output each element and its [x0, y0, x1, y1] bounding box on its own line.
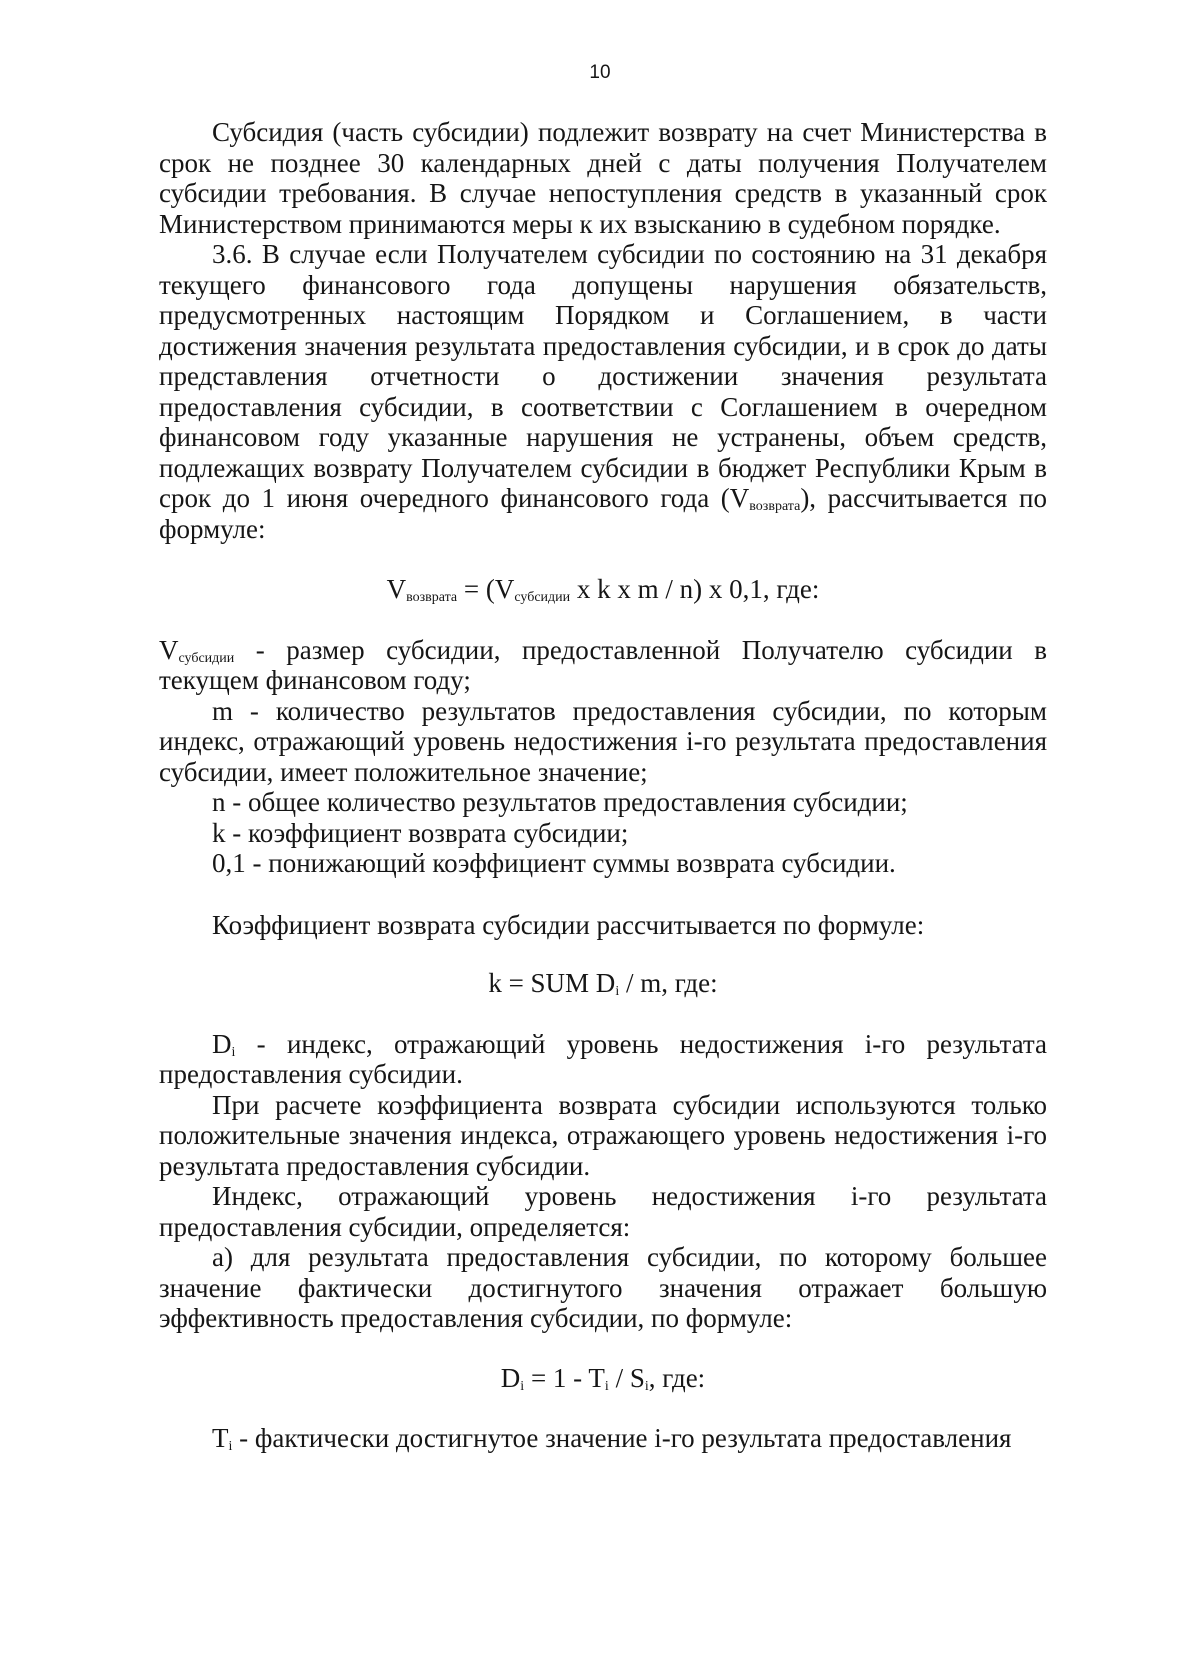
- document-body: [159, 117, 1047, 1454]
- definition-k: k - коэффициент возврата субсидии;: [212, 817, 629, 848]
- formula-refund-volume: $V_{возврата} = (V_{субсидии}$ x k x m / n) x 0,1, где:: [386, 574, 820, 605]
- definition-di: $D_i$ - индекс, отражающий уровень недостижения i-го результата предоставления субсидии.: [159, 1028, 1047, 1089]
- paragraph-refund-term: Субсидия (часть субсидии) подлежит возврату на счет Министерства в срок не позднее 30 календарных дней с даты получения Получателем субсидии требования. В случае непоступления средств в указанный срок Министерством принимаются меры к их взысканию в судебном порядке.: [159, 117, 1047, 239]
- page-number: 10: [589, 62, 611, 83]
- paragraph-k-intro: Коэффициент возврата субсидии рассчитывается по формуле:: [212, 909, 925, 940]
- paragraph-positive-values: При расчете коэффициента возврата субсидии используются только положительные значения индекса, отражающего уровень недостижения i-го результата предоставления субсидии.: [159, 1089, 1047, 1181]
- definition-v-subsidy: $V_{субсидии}$ - размер субсидии, предоставленной Получателю субсидии в текущем финансовом году;: [159, 634, 1047, 695]
- definition-m: m - количество результатов предоставления субсидии, по которым индекс, отражающий уровень недостижения i-го результата предоставления субсидии, имеет положительное значение;: [159, 695, 1047, 787]
- definition-ti: $T_i$ - фактически достигнутое значение i-го результата предоставления: [212, 1423, 1012, 1454]
- definition-n: n - общее количество результатов предоставления субсидии;: [212, 787, 908, 817]
- definition-0-1: 0,1 - понижающий коэффициент суммы возврата субсидии.: [212, 848, 896, 878]
- paragraph-item-a: а) для результата предоставления субсидии, по которому большее значение фактически достигнутого значения отражает большую эффективность предоставления субсидии, по формуле:: [159, 1242, 1047, 1333]
- formula-di: $D_i = 1 - T_i / S_i$, где:: [500, 1362, 706, 1394]
- formula-k: k = SUM $D_i$ / m, где:: [488, 968, 718, 999]
- paragraph-index-definition: Индекс, отражающий уровень недостижения i-го результата предоставления субсидии, определяется:: [159, 1181, 1047, 1242]
- paragraph-3-6: 3.6. В случае если Получателем субсидии по состоянию на 31 декабря текущего финансового года допущены нарушения обязательств, предусмотренных настоящим Порядком и Соглашением, в части достижения значения результата предоставления субсидии, и в срок до даты представления отчетности о достижении значения результата предоставления субсидии, в соответствии с Соглашением в очередном финансовом году указанные нарушения не устранены, объем средств, подлежащих возврату Получателем субсидии в бюджет Республики Крым в срок до 1 июня очередного финансового года $(V_{возврата})$, рассчитывается по формуле:: [159, 239, 1047, 544]
